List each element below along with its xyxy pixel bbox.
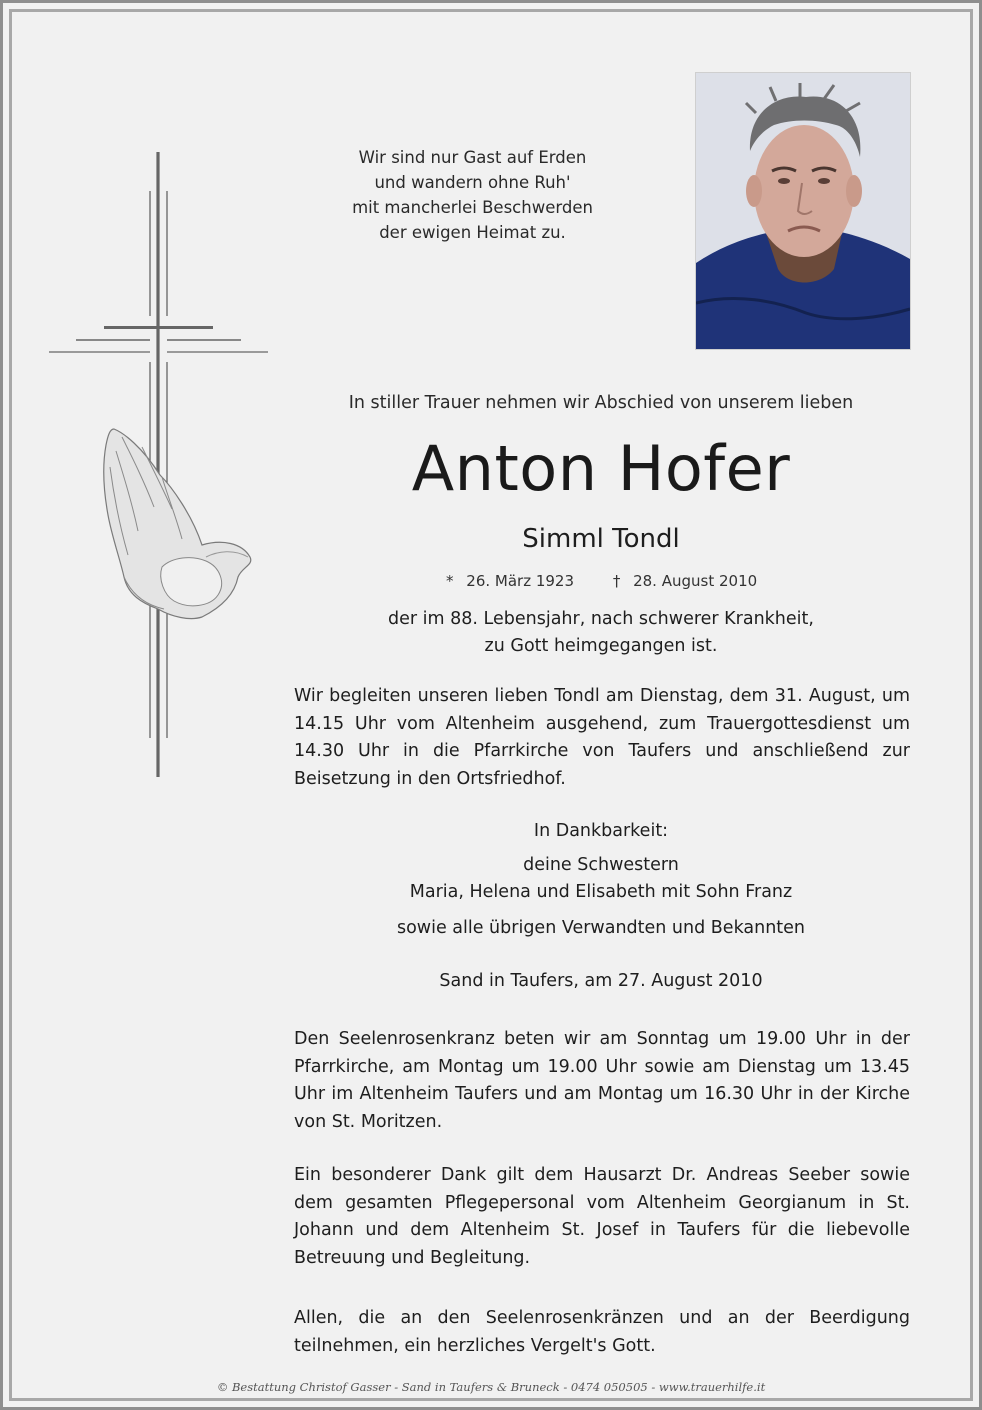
intro-text: In stiller Trauer nehmen wir Abschied von unserem lieben bbox=[348, 393, 854, 413]
passing-statement bbox=[290, 606, 912, 660]
poem bbox=[300, 145, 645, 245]
mourners-others: sowie alle übrigen Verwandten und Bekannten bbox=[396, 918, 806, 938]
poem-line: und wandern ohne Ruh' bbox=[374, 173, 571, 192]
deceased-name: Anton Hofer bbox=[411, 432, 791, 505]
footer-credit: © Bestattung Christof Gasser - Sand in Taufers & Bruneck - 0474 050505 - www.trauerhilfe.it bbox=[216, 1380, 766, 1394]
mourners-heading: In Dankbarkeit: bbox=[533, 821, 669, 841]
closing-paragraph: Allen, die an den Seelenrosenkränzen und an der Beerdigung teilnehmen, ein herzliches Vergelt's Gott. bbox=[294, 1308, 910, 1356]
deceased-nickname: Simml Tondl bbox=[522, 524, 680, 554]
life-dates bbox=[430, 572, 770, 590]
funeral-paragraph: Wir begleiten unseren lieben Tondl am Dienstag, dem 31. August, um 14.15 Uhr vom Altenheim ausgehend, zum Trauergottesdienst um 14.30 Uhr in die Pfarrkirche von Taufers und anschließend zur Beisetzung in den Ortsfriedhof. bbox=[294, 686, 910, 789]
mourners-block bbox=[290, 818, 912, 942]
death-symbol-icon: † bbox=[612, 572, 621, 590]
rosary-paragraph: Den Seelenrosenkranz beten wir am Sonntag um 19.00 Uhr in der Pfarrkirche, am Montag um 19.00 Uhr sowie am Dienstag um 13.45 Uhr im Altenheim Taufers und am Montag um 16.30 Uhr in der Kirche von St. Moritzen. bbox=[294, 1029, 910, 1132]
birth-date: 26. März 1923 bbox=[466, 572, 575, 590]
poem-line: der ewigen Heimat zu. bbox=[379, 223, 566, 242]
person-photo-icon bbox=[696, 73, 910, 349]
deceased-photo bbox=[695, 72, 911, 350]
praying-hands-icon bbox=[104, 429, 251, 619]
birth-symbol-icon: * bbox=[446, 572, 454, 590]
poem-line: mit mancherlei Beschwerden bbox=[352, 198, 593, 217]
thanks-paragraph: Ein besonderer Dank gilt dem Hausarzt Dr. Andreas Seeber sowie dem gesamten Pflegepersonal vom Altenheim Georgianum in St. Johann und dem Altenheim St. Josef in Taufers für die liebevolle Betreuung und Begleitung. bbox=[294, 1165, 910, 1268]
passing-line: zu Gott heimgegangen ist. bbox=[484, 636, 718, 656]
mourners-line: deine Schwestern bbox=[523, 855, 679, 875]
passing-line: der im 88. Lebensjahr, nach schwerer Krankheit, bbox=[388, 609, 814, 629]
mourners-line: Maria, Helena und Elisabeth mit Sohn Franz bbox=[409, 882, 793, 902]
death-date: 28. August 2010 bbox=[633, 572, 758, 590]
place-date: Sand in Taufers, am 27. August 2010 bbox=[439, 971, 763, 991]
cross-icon bbox=[40, 140, 280, 790]
poem-line: Wir sind nur Gast auf Erden bbox=[358, 148, 587, 167]
